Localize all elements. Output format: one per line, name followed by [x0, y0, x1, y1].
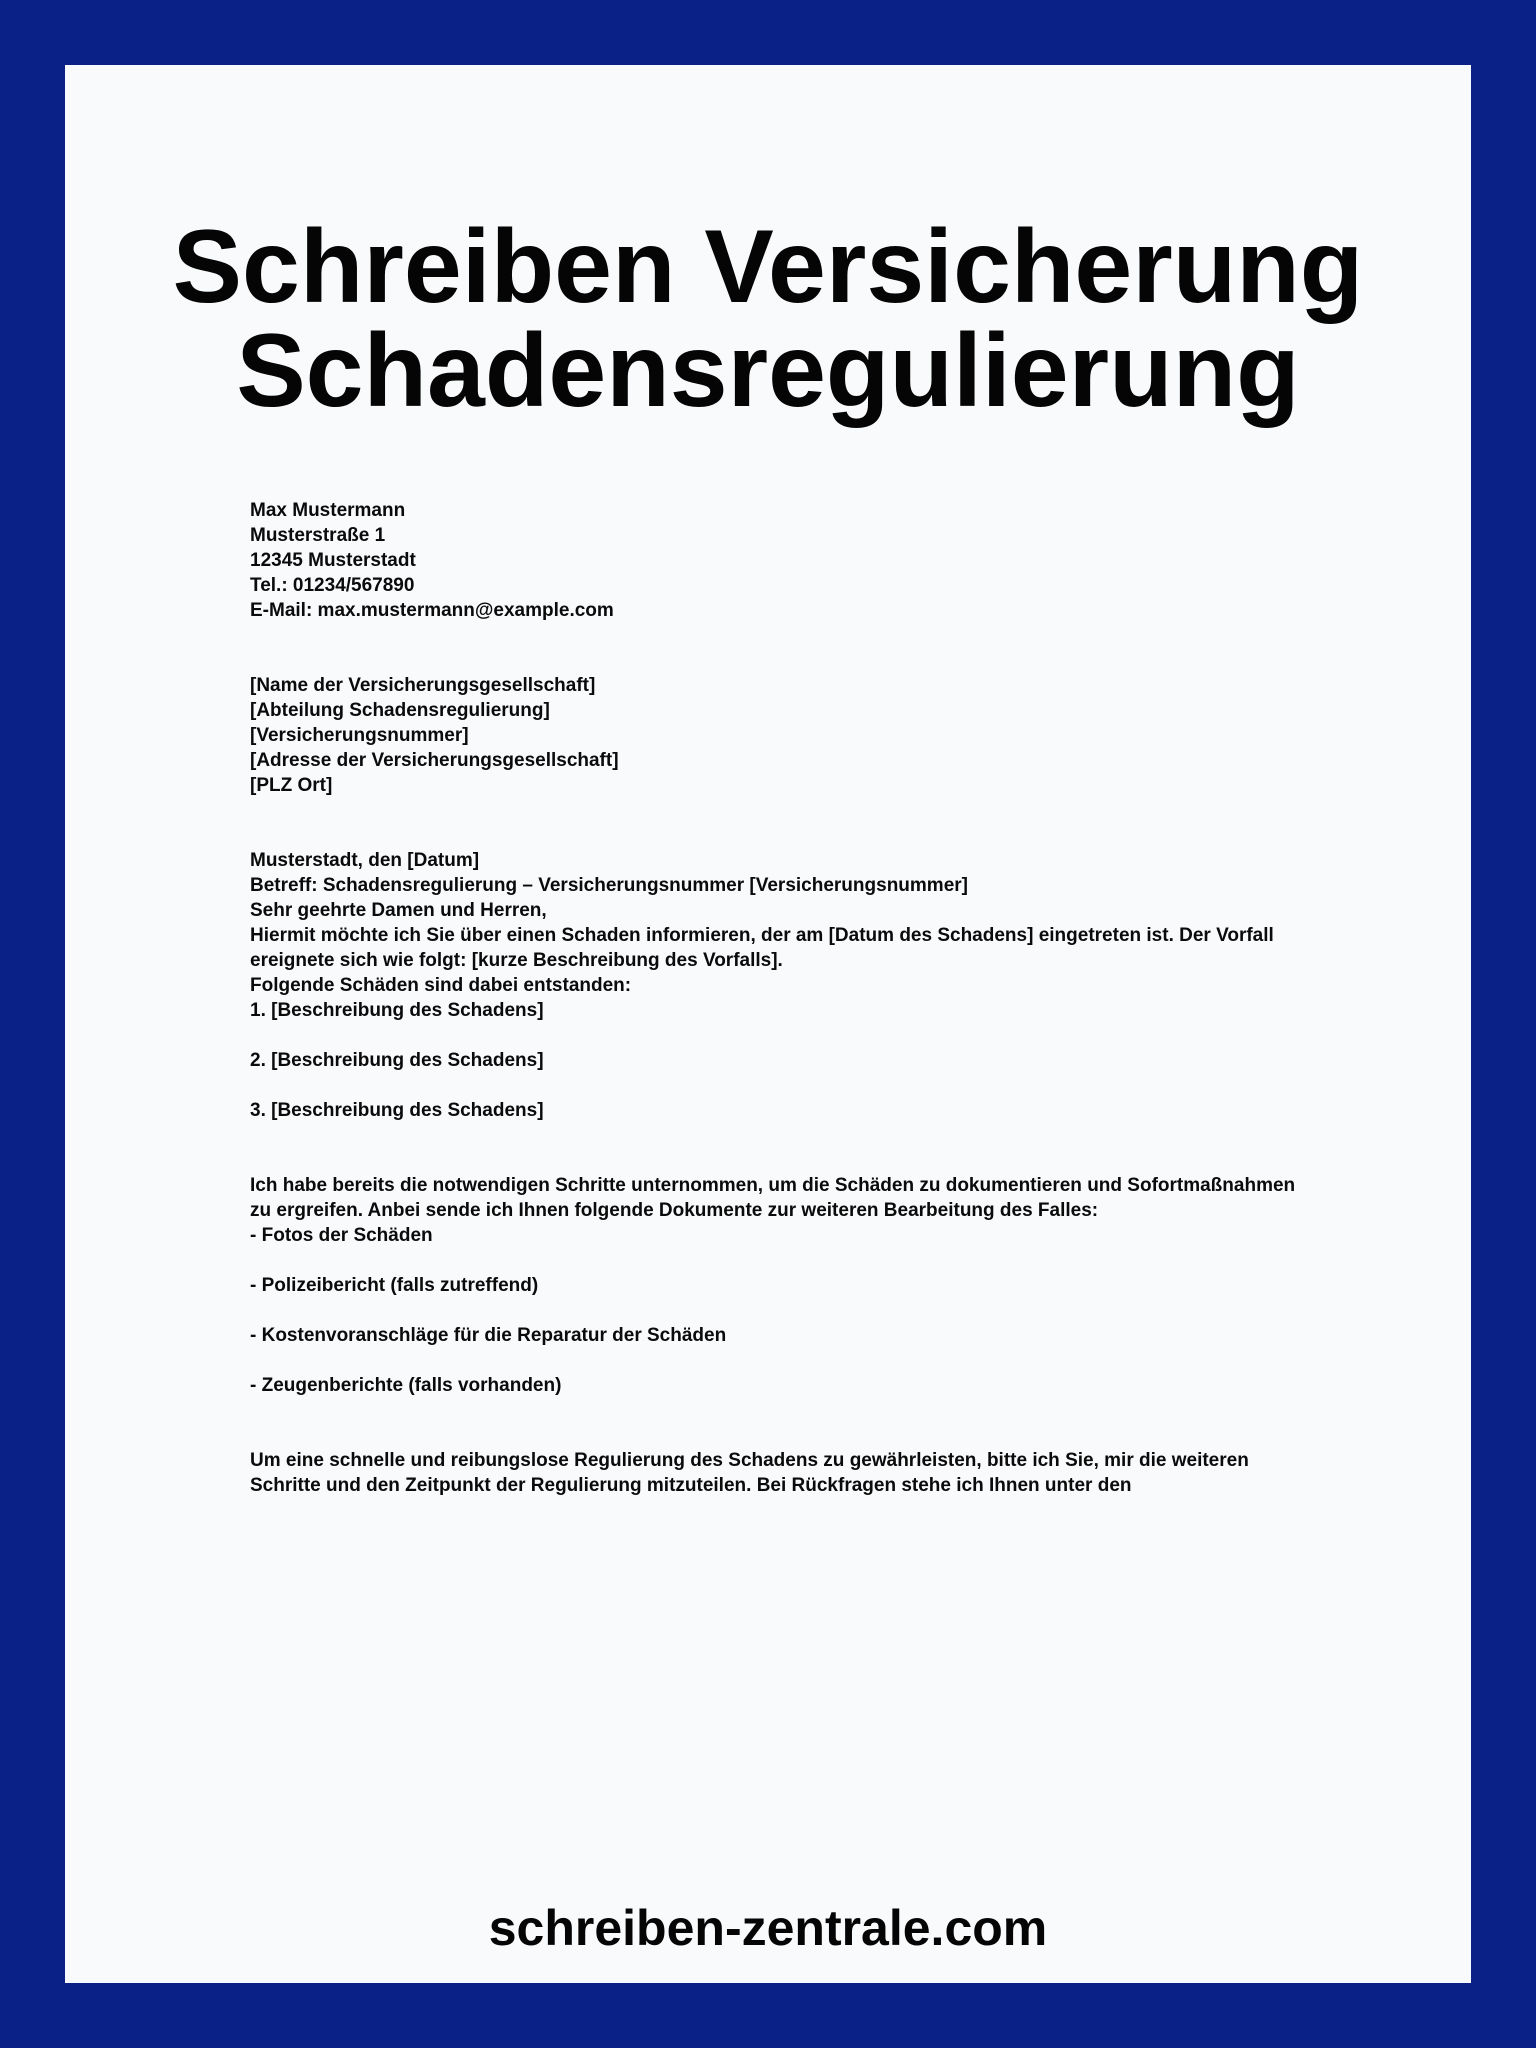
page-title-line-1: Schreiben Versicherung [172, 209, 1364, 325]
footer-website: schreiben-zentrale.com [488, 1900, 1048, 1956]
paragraph-damages-intro: Folgende Schäden sind dabei entstanden: [250, 975, 632, 996]
list-item: 2. [Beschreibung des Schadens] [250, 1050, 544, 1071]
paragraph-documents-intro: Ich habe bereits die notwendigen Schritte unternommen, um die Schäden zu dokumentieren und Sofortmaßnahmen zu ergreifen. Anbei sende ich Ihnen folgende Dokumente zur weiteren Bearbeitung des Falles: [250, 1175, 1296, 1221]
recipient-company: [Name der Versicherungsgesellschaft] [250, 675, 596, 696]
list-item: - Fotos der Schäden [250, 1225, 433, 1246]
document-page [65, 65, 1471, 1983]
recipient-department: [Abteilung Schadensregulierung] [250, 700, 550, 721]
page-title-line-2: Schadensregulierung [236, 313, 1300, 429]
recipient-policy-number: [Versicherungsnummer] [250, 725, 469, 746]
list-item: - Kostenvoranschläge für die Reparatur der Schäden [250, 1325, 727, 1346]
page-title [65, 209, 1471, 429]
subject-line: Betreff: Schadensregulierung – Versicherungsnummer [Versicherungsnummer] [250, 875, 968, 896]
sender-name: Max Mustermann [250, 500, 406, 521]
sender-city: 12345 Musterstadt [250, 550, 416, 571]
document-list [250, 1223, 1310, 1398]
date-line: Musterstadt, den [Datum] [250, 850, 480, 871]
sender-phone: Tel.: 01234/567890 [250, 575, 415, 596]
list-item: 3. [Beschreibung des Schadens] [250, 1100, 544, 1121]
list-item: - Zeugenberichte (falls vorhanden) [250, 1375, 562, 1396]
letter-body [250, 498, 1310, 1498]
sender-street: Musterstraße 1 [250, 525, 386, 546]
paragraph-incident: Hiermit möchte ich Sie über einen Schaden informieren, der am [Datum des Schadens] eingetreten ist. Der Vorfall ereignete sich wie folgt: [kurze Beschreibung des Vorfalls]. [250, 925, 1274, 971]
list-item: - Polizeibericht (falls zutreffend) [250, 1275, 539, 1296]
sender-email: E-Mail: max.mustermann@example.com [250, 600, 614, 621]
recipient-address [250, 673, 1310, 798]
sender-address [250, 498, 1310, 623]
list-item: 1. [Beschreibung des Schadens] [250, 1000, 544, 1021]
salutation: Sehr geehrte Damen und Herren, [250, 900, 547, 921]
recipient-street: [Adresse der Versicherungsgesellschaft] [250, 750, 619, 771]
damage-list [250, 998, 1310, 1123]
recipient-city: [PLZ Ort] [250, 775, 333, 796]
paragraph-closing: Um eine schnelle und reibungslose Regulierung des Schadens zu gewährleisten, bitte ich Sie, mir die weiteren Schritte und den Zeitpunkt der Regulierung mitzuteilen. Bei Rückfragen stehe ich Ihnen unter den [250, 1450, 1249, 1496]
